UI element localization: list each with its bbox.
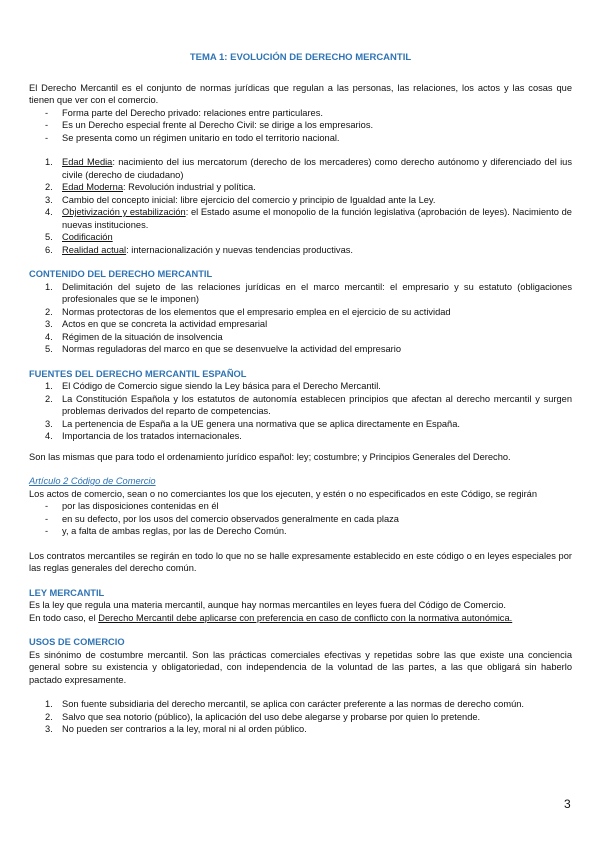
list-item: - Se presenta como un régimen unitario en todo el territorio nacional. xyxy=(29,132,572,145)
list-item: 1. Edad Media: nacimiento del ius mercatorum (derecho de los mercaderes) como derecho autónomo y diferenciado del ius civile (derecho de ciudadano) xyxy=(45,157,572,180)
intro-paragraph: El Derecho Mercantil es el conjunto de normas jurídicas que regulan a las personas, las relaciones, los actos y las cosas que tienen que ver con el comercio. xyxy=(29,82,572,105)
list-item: - en su defecto, por los usos del comercio observados generalmente en cada plaza xyxy=(29,513,572,526)
list-item: 1. El Código de Comercio sigue siendo la Ley básica para el Derecho Mercantil. xyxy=(45,381,381,391)
list-item: 1. Delimitación del sujeto de las relaciones jurídicas en el marco mercantil: el empresario y su estatuto (obligaciones profesionales que se le imponen) xyxy=(45,281,572,304)
articulo2-closing: Los contratos mercantiles se regirán en todo lo que no se halle expresamente establecido en este código o en leyes especiales por las reglas generales del derecho común. xyxy=(29,550,572,573)
section-heading-contenido: CONTENIDO DEL DERECHO MERCANTIL xyxy=(29,269,213,279)
list-item: 4. Objetivización y estabilización: el Estado asume el monopolio de la función legislativa (aprobación de leyes). Nacimiento de nuevas instituciones. xyxy=(45,207,572,230)
evolution-term: Objetivización y estabilización xyxy=(62,207,186,217)
list-item: 4. Importancia de los tratados internacionales. xyxy=(45,431,242,441)
evolution-list xyxy=(29,156,572,256)
articulo2-heading-link[interactable]: Artículo 2 Código de Comercio xyxy=(29,476,156,486)
list-item: 5. Normas reguladoras del marco en que se desenvuelve la actividad del empresario xyxy=(45,344,402,354)
list-item: - Es un Derecho especial frente al Derecho Civil: se dirige a los empresarios. xyxy=(29,119,572,132)
ley-line2: En todo caso, el Derecho Mercantil debe aplicarse con preferencia en caso de conflicto con la normativa autonómica. xyxy=(29,612,513,623)
articulo2-bullet-list xyxy=(29,500,572,538)
list-item: - por las disposiciones contenidas en él xyxy=(29,500,572,513)
list-item: - y, a falta de ambas reglas, por las de Derecho Común. xyxy=(29,525,572,538)
list-item: 3. Cambio del concepto inicial: libre ejercicio del comercio y principio de Igualdad ante la Ley. xyxy=(45,194,436,205)
evolution-term: Codificación xyxy=(62,232,113,242)
page-content xyxy=(29,52,572,736)
fuentes-closing: Son las mismas que para todo el ordenamiento jurídico español: ley; costumbre; y Principios Generales del Derecho. xyxy=(29,451,511,462)
usos-paragraph: Es sinónimo de costumbre mercantil. Son las prácticas comerciales efectivas y repetidas sobre las que existe una conciencia general sobre su existencia y obligatoriedad, con independencia de la voluntad de las partes, a las que obligará sin haberlo pactado expresamente. xyxy=(29,649,572,685)
list-item: - Forma parte del Derecho privado: relaciones entre particulares. xyxy=(29,107,572,120)
fuentes-list xyxy=(29,380,572,443)
list-item: 4. Régimen de la situación de insolvencia xyxy=(45,331,223,342)
intro-bullet-list xyxy=(29,107,572,145)
list-item: 3. No pueden ser contrarios a la ley, moral ni al orden público. xyxy=(45,724,307,734)
document-title: TEMA 1: EVOLUCIÓN DE DERECHO MERCANTIL xyxy=(189,52,412,63)
list-item: 2. Normas protectoras de los elementos que el empresario emplea en el ejercicio de su actividad xyxy=(45,306,451,317)
section-heading-usos: USOS DE COMERCIO xyxy=(29,637,125,647)
ley-underlined-text: Derecho Mercantil debe aplicarse con preferencia en caso de conflicto con la normativa autonómica. xyxy=(98,612,513,623)
list-item: 5. Codificación xyxy=(45,232,113,242)
list-item: 6. Realidad actual: internacionalización y nuevas tendencias productivas. xyxy=(45,244,353,255)
section-heading-fuentes: FUENTES DEL DERECHO MERCANTIL ESPAÑOL xyxy=(29,368,247,379)
evolution-term: Edad Media xyxy=(62,157,113,167)
articulo2-paragraph: Los actos de comercio, sean o no comerciantes los que los ejecuten, y estén o no especificados en este Código, se regirán xyxy=(29,488,538,499)
usos-list xyxy=(29,698,572,736)
list-item: 2. Edad Moderna: Revolución industrial y política. xyxy=(45,182,256,192)
section-heading-ley: LEY MERCANTIL xyxy=(29,587,105,598)
evolution-term: Edad Moderna xyxy=(62,182,123,192)
page-number: 3 xyxy=(564,797,571,811)
evolution-term: Realidad actual xyxy=(62,244,127,255)
ley-line1: Es la ley que regula una materia mercantil, aunque hay normas mercantiles en leyes fuera del Código de Comercio. xyxy=(29,600,506,610)
list-item: 2. Salvo que sea notorio (público), la aplicación del uso debe alegarse y probarse por quien lo pretende. xyxy=(45,711,481,722)
list-item: 3. La pertenencia de España a la UE genera una normativa que se aplica directamente en España. xyxy=(45,418,460,429)
list-item: 2. La Constitución Española y los estatutos de autonomía establecen principios que afectan al derecho mercantil y surgen problemas derivados del reparto de competencias. xyxy=(45,393,572,416)
list-item: 1. Son fuente subsidiaria del derecho mercantil, se aplica con carácter preferente a las normas de derecho común. xyxy=(45,699,525,709)
list-item: 3. Actos en que se concreta la actividad empresarial xyxy=(45,319,268,329)
contenido-list xyxy=(29,281,572,356)
